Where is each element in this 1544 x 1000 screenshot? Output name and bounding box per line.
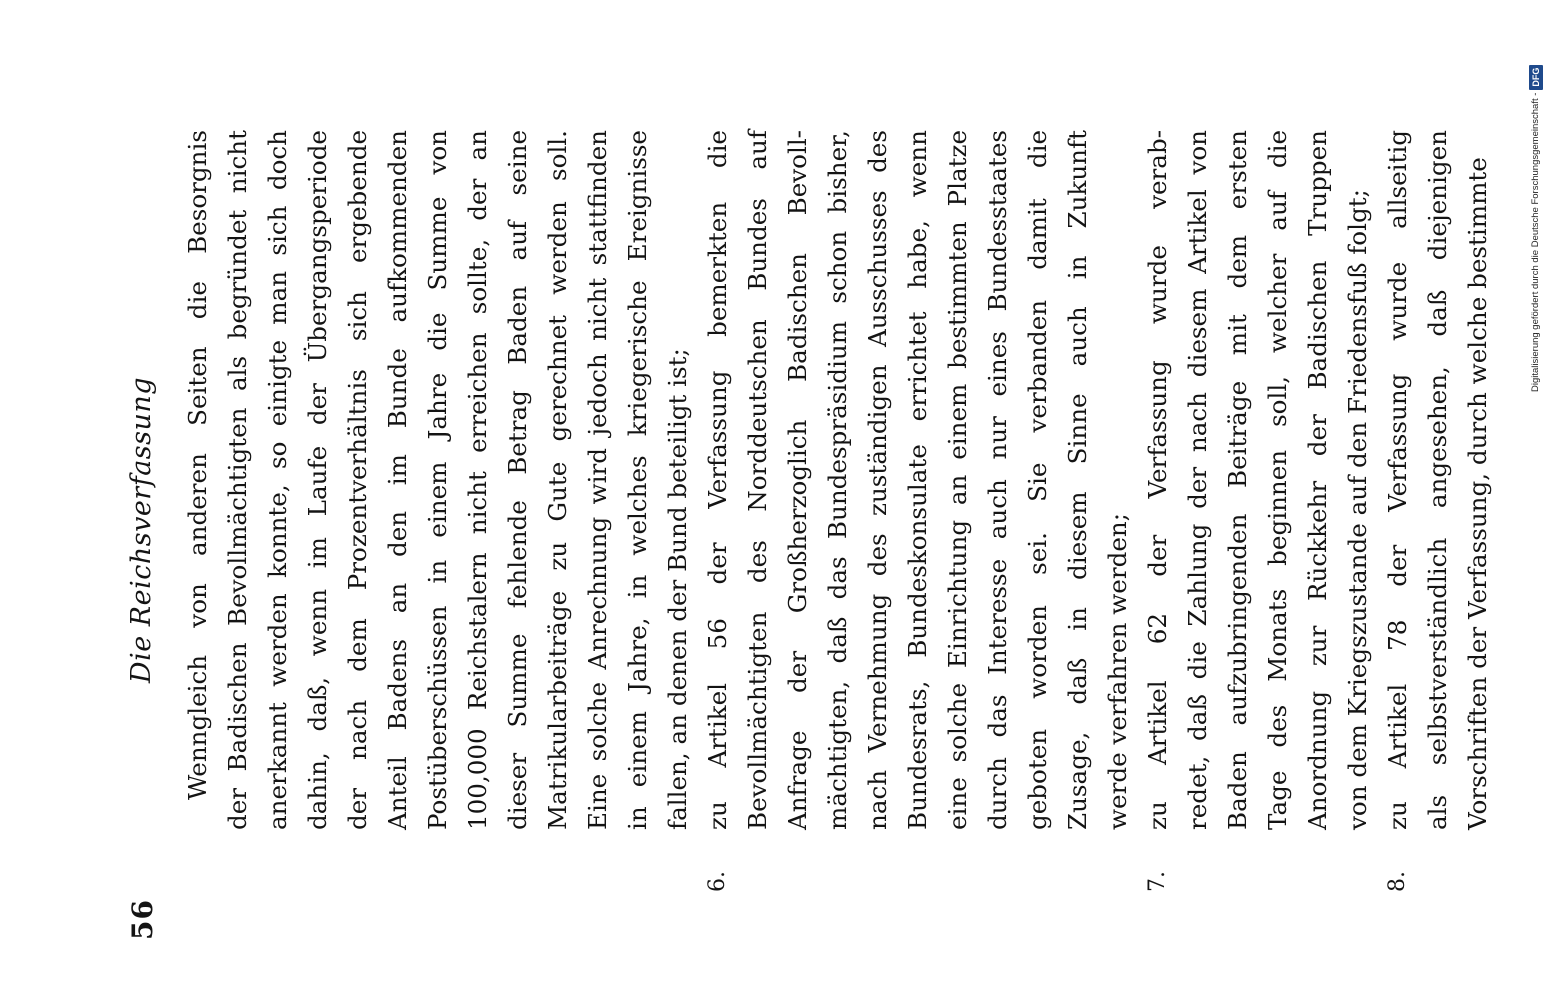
text-line: werde verfahren werden;: [1103, 512, 1132, 830]
text-line: zu Artikel 78 der Verfassung wurde allseitig: [1383, 130, 1412, 830]
item-number: 7.: [1145, 871, 1170, 892]
numbered-item: [1378, 130, 1498, 892]
text-line: geboten worden sei. Sie verbanden damit die: [1023, 130, 1052, 830]
text-line: Anfrage der Großherzoglich Badischen Bevoll-: [783, 130, 812, 830]
text-line: Zusage, daß in diesem Sinne auch in Zukunft: [1063, 130, 1092, 830]
numbered-items: [698, 130, 1498, 892]
running-head: Die Reichsverfassung: [126, 376, 157, 684]
text-line: mächtigten, daß das Bundespräsidium schon bisher,: [823, 130, 852, 830]
numbered-item: [698, 130, 1138, 892]
dfg-logo-badge: DFG: [1529, 65, 1543, 90]
text-line: zu Artikel 62 der Verfassung wurde verab-: [1143, 130, 1172, 830]
text-line: nach Vernehmung des zuständigen Ausschusses des: [863, 130, 892, 830]
text-line: zu Artikel 56 der Verfassung bemerkten die: [703, 130, 732, 830]
text-line: eine solche Einrichtung an einem bestimmten Platze: [943, 130, 972, 830]
text-line: Bevollmächtigten des Norddeutschen Bundes auf: [743, 130, 772, 830]
text-line: Anordnung zur Rückkehr der Badischen Truppen: [1303, 130, 1332, 830]
text-line: in einem Jahre, in welches kriegerische Ereignisse: [623, 130, 652, 830]
text-line: Eine solche Anrechnung wird jedoch nicht stattfinden: [583, 130, 612, 830]
body-text: [178, 130, 1498, 892]
text-line: 100,000 Reichstalern nicht erreichen sollte, der an: [463, 130, 492, 830]
text-line: Anteil Badens an den im Bunde aufkommenden: [383, 130, 412, 830]
numbered-item: [1138, 130, 1378, 892]
text-line: der nach dem Prozentverhältnis sich ergebende: [343, 130, 372, 830]
text-line: anerkannt werden konnte, so einigte man sich doch: [263, 130, 292, 830]
text-line: von dem Kriegszustande auf den Friedensfuß folgt;: [1343, 189, 1372, 830]
text-line: Matrikularbeiträge zu Gute gerechnet werden soll.: [543, 130, 572, 830]
text-line: redet, daß die Zahlung der nach diesem Artikel von: [1183, 130, 1212, 830]
text-line: dieser Summe fehlende Betrag Baden auf seine: [503, 130, 532, 830]
item-number: 6.: [705, 871, 730, 892]
item-number: 8.: [1385, 871, 1410, 892]
credit-text: Digitalisierung gefördert durch die Deutsche Forschungsgemeinschaft -: [1530, 92, 1541, 392]
text-line: Bundesrats, Bundeskonsulate errichtet habe, wenn: [903, 130, 932, 830]
text-line: Vorschriften der Verfassung, durch welche bestimmte: [1463, 157, 1492, 830]
rotated-book-page: [118, 110, 1492, 950]
text-line: der Badischen Bevollmächtigten als begründet nicht: [223, 130, 252, 830]
page-number: 56: [126, 899, 159, 940]
text-line: Tage des Monats beginnen soll, welcher auf die: [1263, 130, 1292, 830]
text-line: Baden aufzubringenden Beiträge mit dem ersten: [1223, 130, 1252, 830]
intro-paragraph: [178, 130, 698, 830]
text-line: fallen, an denen der Bund beteiligt ist;: [663, 348, 692, 830]
digitization-credit: [1528, 12, 1544, 392]
text-line: dahin, daß, wenn im Laufe der Übergangsperiode: [303, 130, 332, 830]
text-line: als selbstverständlich angesehen, daß diejenigen: [1423, 130, 1452, 830]
text-line: Wenngleich von anderen Seiten die Besorgnis: [183, 130, 212, 800]
text-line: durch das Interesse auch nur eines Bundesstaates: [983, 130, 1012, 830]
text-line: Postüberschüssen in einem Jahre die Summe von: [423, 130, 452, 830]
